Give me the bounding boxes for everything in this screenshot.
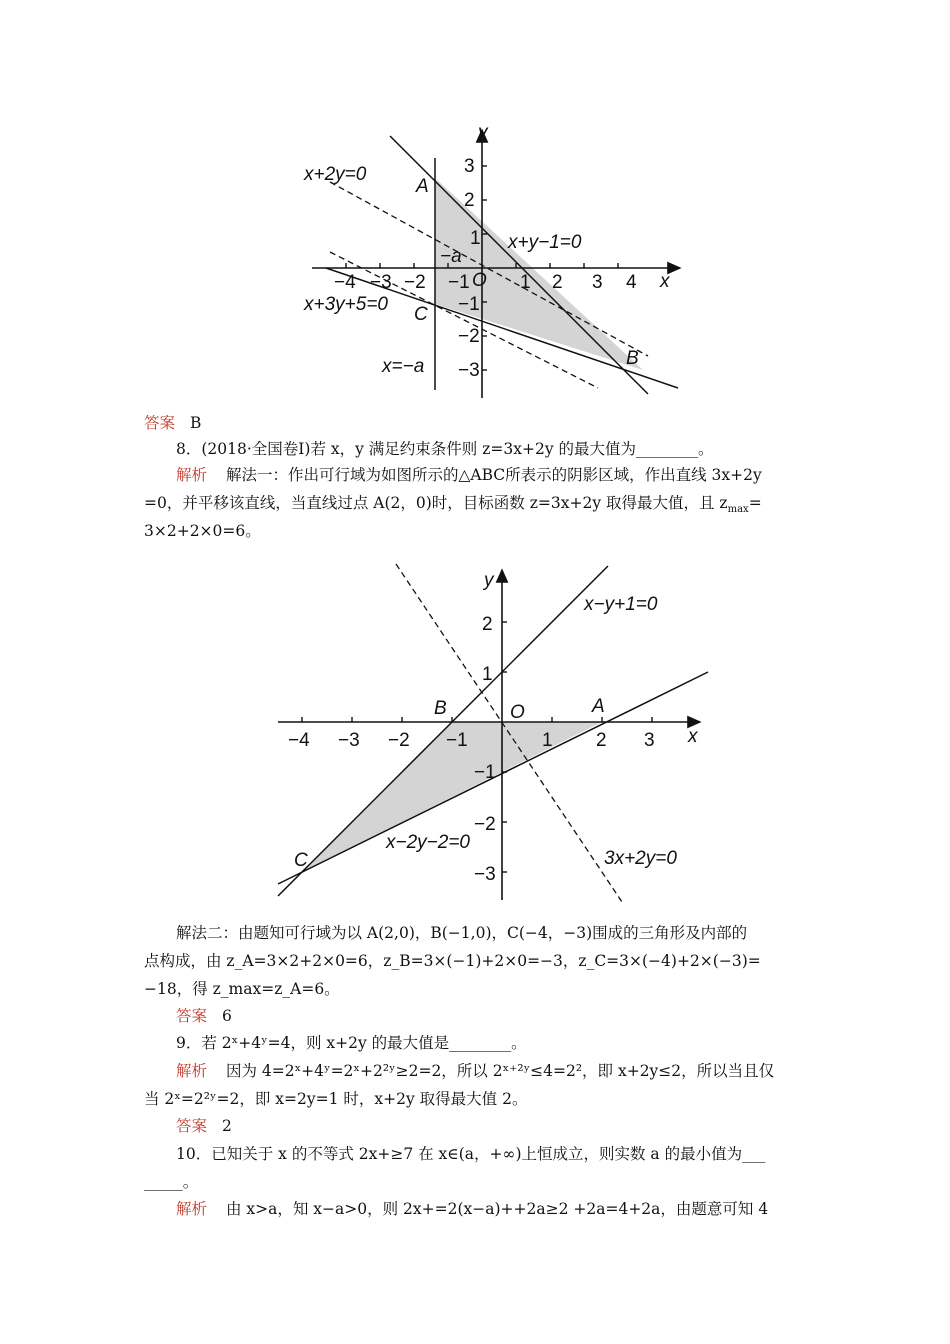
q8-method2-line3: −18，得 z_max=z_A=6。 (144, 980, 340, 998)
y-axis-label: y (478, 122, 488, 143)
point-B-label: B (626, 348, 639, 369)
line-label-x-plus-2y: x+2y=0 (304, 164, 367, 185)
svg-text:−1: −1 (474, 762, 496, 783)
svg-text:−1: −1 (446, 730, 468, 751)
q8-solution-line2: =0，并平移该直线，当直线过点 A(2，0)时，目标函数 z=3x+2y 取得最大值，且 $z_{max}=$ (144, 494, 762, 516)
point-B-label: B (434, 698, 447, 719)
q8-solution-line3: 3×2+2×0=6。 (144, 522, 261, 540)
svg-text:1: 1 (542, 730, 553, 751)
line-label-3x-plus-2y: 3x+2y=0 (604, 848, 677, 869)
svg-text:2: 2 (596, 730, 607, 751)
solution-tag: 解析 (176, 1062, 208, 1080)
line-x-plus-y-minus-1 (390, 136, 648, 394)
svg-text:−2: −2 (404, 272, 426, 293)
figure-1-graph (290, 120, 710, 410)
svg-text:−2: −2 (458, 326, 480, 347)
q9-solution-line1: 解析 因为 4=2ˣ+4ʸ=2ˣ+2²ʸ≥2=2，所以 2ˣ⁺²ʸ≤4=2²，即 x+2y≤2，所以当且仅 (176, 1062, 775, 1080)
answer-tag: 答案 (176, 1117, 208, 1135)
line-label-x-minus-2y-minus-2: x−2y−2=0 (386, 832, 470, 853)
svg-text:2: 2 (552, 272, 563, 293)
x-axis-label: x (688, 726, 698, 747)
svg-text:3: 3 (592, 272, 603, 293)
answer-tag: 答案 (176, 1007, 208, 1025)
solution-tag: 解析 (176, 466, 208, 484)
point-A-label: A (416, 176, 429, 197)
line-label-x-plus-3y-plus-5: x+3y+5=0 (304, 294, 388, 315)
y-axis-label: y (484, 570, 494, 591)
question-10-cont: _____。 (144, 1173, 199, 1191)
label-neg-a: −a (440, 246, 462, 267)
svg-text:1: 1 (482, 664, 493, 685)
answer-tag: 答案 (144, 414, 176, 432)
dashed-line-upper (330, 182, 648, 356)
svg-text:−3: −3 (370, 272, 392, 293)
svg-text:−4: −4 (334, 272, 356, 293)
svg-text:4: 4 (626, 272, 637, 293)
origin-label: O (510, 702, 525, 723)
q8-solution-line1: 解析 解法一：作出可行域为如图所示的△ABC所表示的阴影区域，作出直线 3x+2y (176, 466, 762, 484)
question-8: 8．(2018·全国卷Ⅰ)若 x，y 满足约束条件则 z=3x+2y 的最大值为________。 (176, 440, 714, 458)
q10-solution-line1: 解析 由 x>a，知 x−a>0，则 2x+=2(x−a)++2a≥2 +2a=4+2a，由题意可知 4 (176, 1200, 769, 1218)
svg-text:2: 2 (482, 614, 493, 635)
q8-method2-line2: 点构成，由 z_A=3×2+2×0=6，z_B=3×(−1)+2×0=−3，z_C=3×(−4)+2×(−3)= (144, 952, 761, 970)
point-A-label: A (592, 696, 605, 717)
line-label-x-eq-neg-a: x=−a (382, 356, 425, 377)
figure-2-graph (270, 560, 720, 910)
line-label-x-plus-y-minus-1: x+y−1=0 (508, 232, 582, 253)
svg-text:3: 3 (464, 156, 475, 177)
svg-text:3: 3 (644, 730, 655, 751)
svg-text:1: 1 (470, 228, 481, 249)
svg-text:−1: −1 (458, 294, 480, 315)
point-C-label: C (414, 304, 428, 325)
q9-solution-line2: 当 2ˣ=2²ʸ=2，即 x=2y=1 时，x+2y 取得最大值 2。 (144, 1090, 528, 1108)
answer-value: 6 (221, 1007, 232, 1025)
svg-text:−1: −1 (448, 272, 470, 293)
q8-method2-line1: 解法二：由题知可行域为以 A(2,0)，B(−1,0)，C(−4，−3)围成的三角形及内部的 (176, 924, 748, 942)
svg-text:−4: −4 (288, 730, 310, 751)
svg-text:1: 1 (520, 272, 531, 293)
answer-9 (176, 1113, 846, 1139)
answer-7 (144, 410, 814, 436)
solution-tag: 解析 (176, 1200, 208, 1218)
svg-text:−2: −2 (388, 730, 410, 751)
question-9: 9．若 2ˣ+4ʸ=4，则 x+2y 的最大值是________。 (176, 1034, 527, 1052)
svg-text:−3: −3 (458, 360, 480, 381)
svg-text:2: 2 (464, 190, 475, 211)
svg-text:−2: −2 (474, 814, 496, 835)
svg-text:−3: −3 (338, 730, 360, 751)
point-C-label: C (294, 850, 308, 871)
answer-value: B (189, 414, 202, 432)
answer-value: 2 (221, 1117, 232, 1135)
question-10: 10．已知关于 x 的不等式 2x+≥7 在 x∈(a，+∞)上恒成立，则实数 a 的最小值为___ (176, 1145, 766, 1163)
origin-label: O (472, 270, 487, 291)
line-label-x-minus-y-plus-1: x−y+1=0 (584, 594, 658, 615)
x-axis-label: x (660, 271, 670, 292)
svg-text:−3: −3 (474, 864, 496, 885)
answer-8 (176, 1003, 846, 1029)
